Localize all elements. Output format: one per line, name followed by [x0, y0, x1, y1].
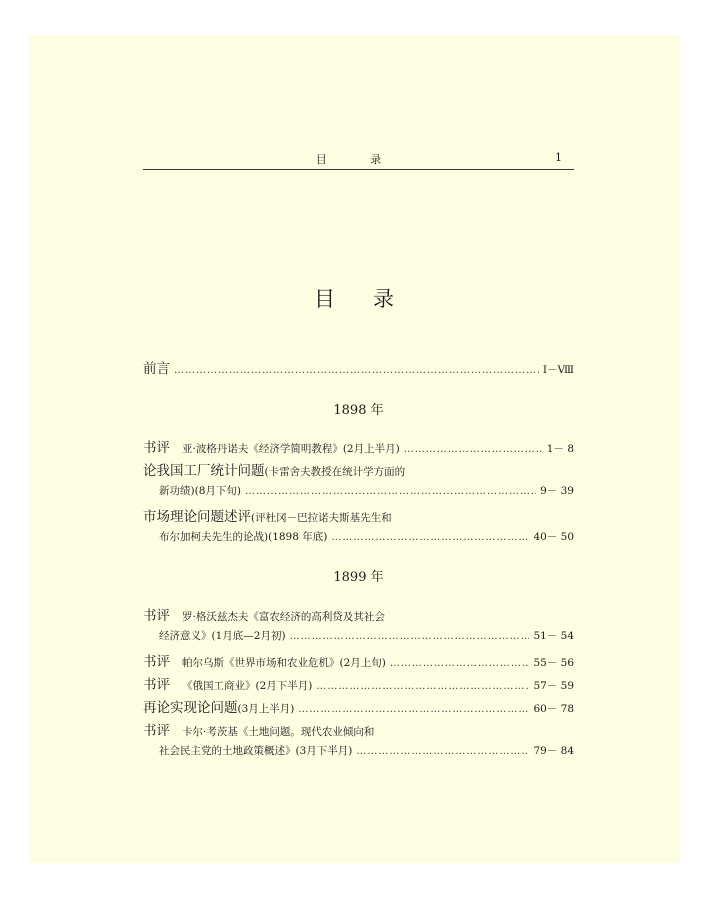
entry-type: 书评 — [143, 677, 170, 693]
entry-cont: 新功绩)(8月下旬) — [159, 485, 241, 497]
entry-type: 书评 — [143, 608, 170, 624]
entry-type: 书评 — [143, 654, 170, 670]
toc-entry-continuation[interactable] — [143, 483, 574, 498]
toc-entry[interactable] — [143, 505, 574, 525]
entry-text: 卡尔·考茨基《土地问题。现代农业倾向和 — [182, 726, 375, 738]
running-header — [143, 150, 574, 170]
dot-leader — [404, 444, 543, 455]
dot-leader — [290, 631, 530, 642]
entry-title: 市场理论问题述评 — [143, 509, 251, 525]
entry-type: 书评 — [143, 723, 170, 739]
entry-subtitle: (卡雷舍夫教授在统计学方面的 — [264, 466, 406, 478]
toc-entry[interactable] — [143, 719, 574, 739]
toc-entry[interactable] — [143, 650, 574, 670]
year-heading-1899: 1899 年 — [333, 570, 384, 585]
toc-preface[interactable] — [143, 357, 574, 377]
entry-text: 亚·波格丹诺夫《经济学简明教程》(2月上半月) — [182, 443, 400, 455]
dot-leader — [245, 486, 536, 497]
year-heading-1898: 1898 年 — [333, 403, 384, 418]
entry-pages: 1－ 8 — [546, 443, 574, 455]
dot-leader — [174, 365, 539, 376]
toc-entry[interactable] — [143, 459, 574, 479]
toc-entry-continuation[interactable] — [143, 529, 574, 544]
dot-leader — [331, 532, 529, 543]
entry-pages: 79－ 84 — [533, 745, 574, 757]
toc-entry[interactable] — [143, 696, 574, 716]
toc-entry-continuation[interactable] — [143, 743, 574, 758]
toc-entry[interactable] — [143, 673, 574, 693]
entry-text: 罗·格沃兹杰夫《富农经济的高利贷及其社会 — [182, 611, 385, 623]
entry-text: 帕尔乌斯《世界市场和农业危机》(2月上旬) — [182, 657, 386, 669]
dot-leader — [390, 658, 530, 669]
entry-pages: 40－ 50 — [533, 531, 574, 543]
entry-type: 书评 — [143, 440, 170, 456]
dot-leader — [316, 681, 529, 692]
toc-entry[interactable] — [143, 436, 574, 456]
entry-cont: 布尔加柯夫先生的论战)(1898 年底) — [159, 531, 328, 543]
entry-pages: 51－ 54 — [533, 630, 574, 642]
running-header-title: 目 录 — [315, 153, 402, 166]
entry-title: 论我国工厂统计问题 — [143, 463, 265, 479]
entry-pages: 9－ 39 — [540, 485, 574, 497]
entry-pages: 57－ 59 — [533, 680, 574, 692]
entry-pages: 55－ 56 — [533, 657, 574, 669]
page-number: 1 — [555, 151, 562, 164]
dot-leader — [356, 746, 529, 757]
dot-leader — [298, 704, 529, 715]
preface-pages: Ⅰ－Ⅷ — [542, 364, 574, 376]
entry-text: 《俄国工商业》(2月下半月) — [182, 680, 313, 692]
toc-title: 目录 — [314, 287, 432, 311]
entry-cont: 经济意义》(1月底—2月初) — [159, 630, 286, 642]
entry-subtitle: (评杜冈－巴拉诺夫斯基先生和 — [251, 512, 392, 524]
entry-cont: 社会民主党的土地政策概述》(3月下半月) — [159, 745, 353, 757]
toc-entry-continuation[interactable] — [143, 628, 574, 643]
entry-subtitle: (3月上半月) — [237, 703, 295, 715]
toc-entry[interactable] — [143, 604, 574, 624]
preface-label: 前言 — [143, 361, 170, 377]
entry-title: 再论实现论问题 — [143, 700, 238, 716]
entry-pages: 60－ 78 — [533, 703, 574, 715]
